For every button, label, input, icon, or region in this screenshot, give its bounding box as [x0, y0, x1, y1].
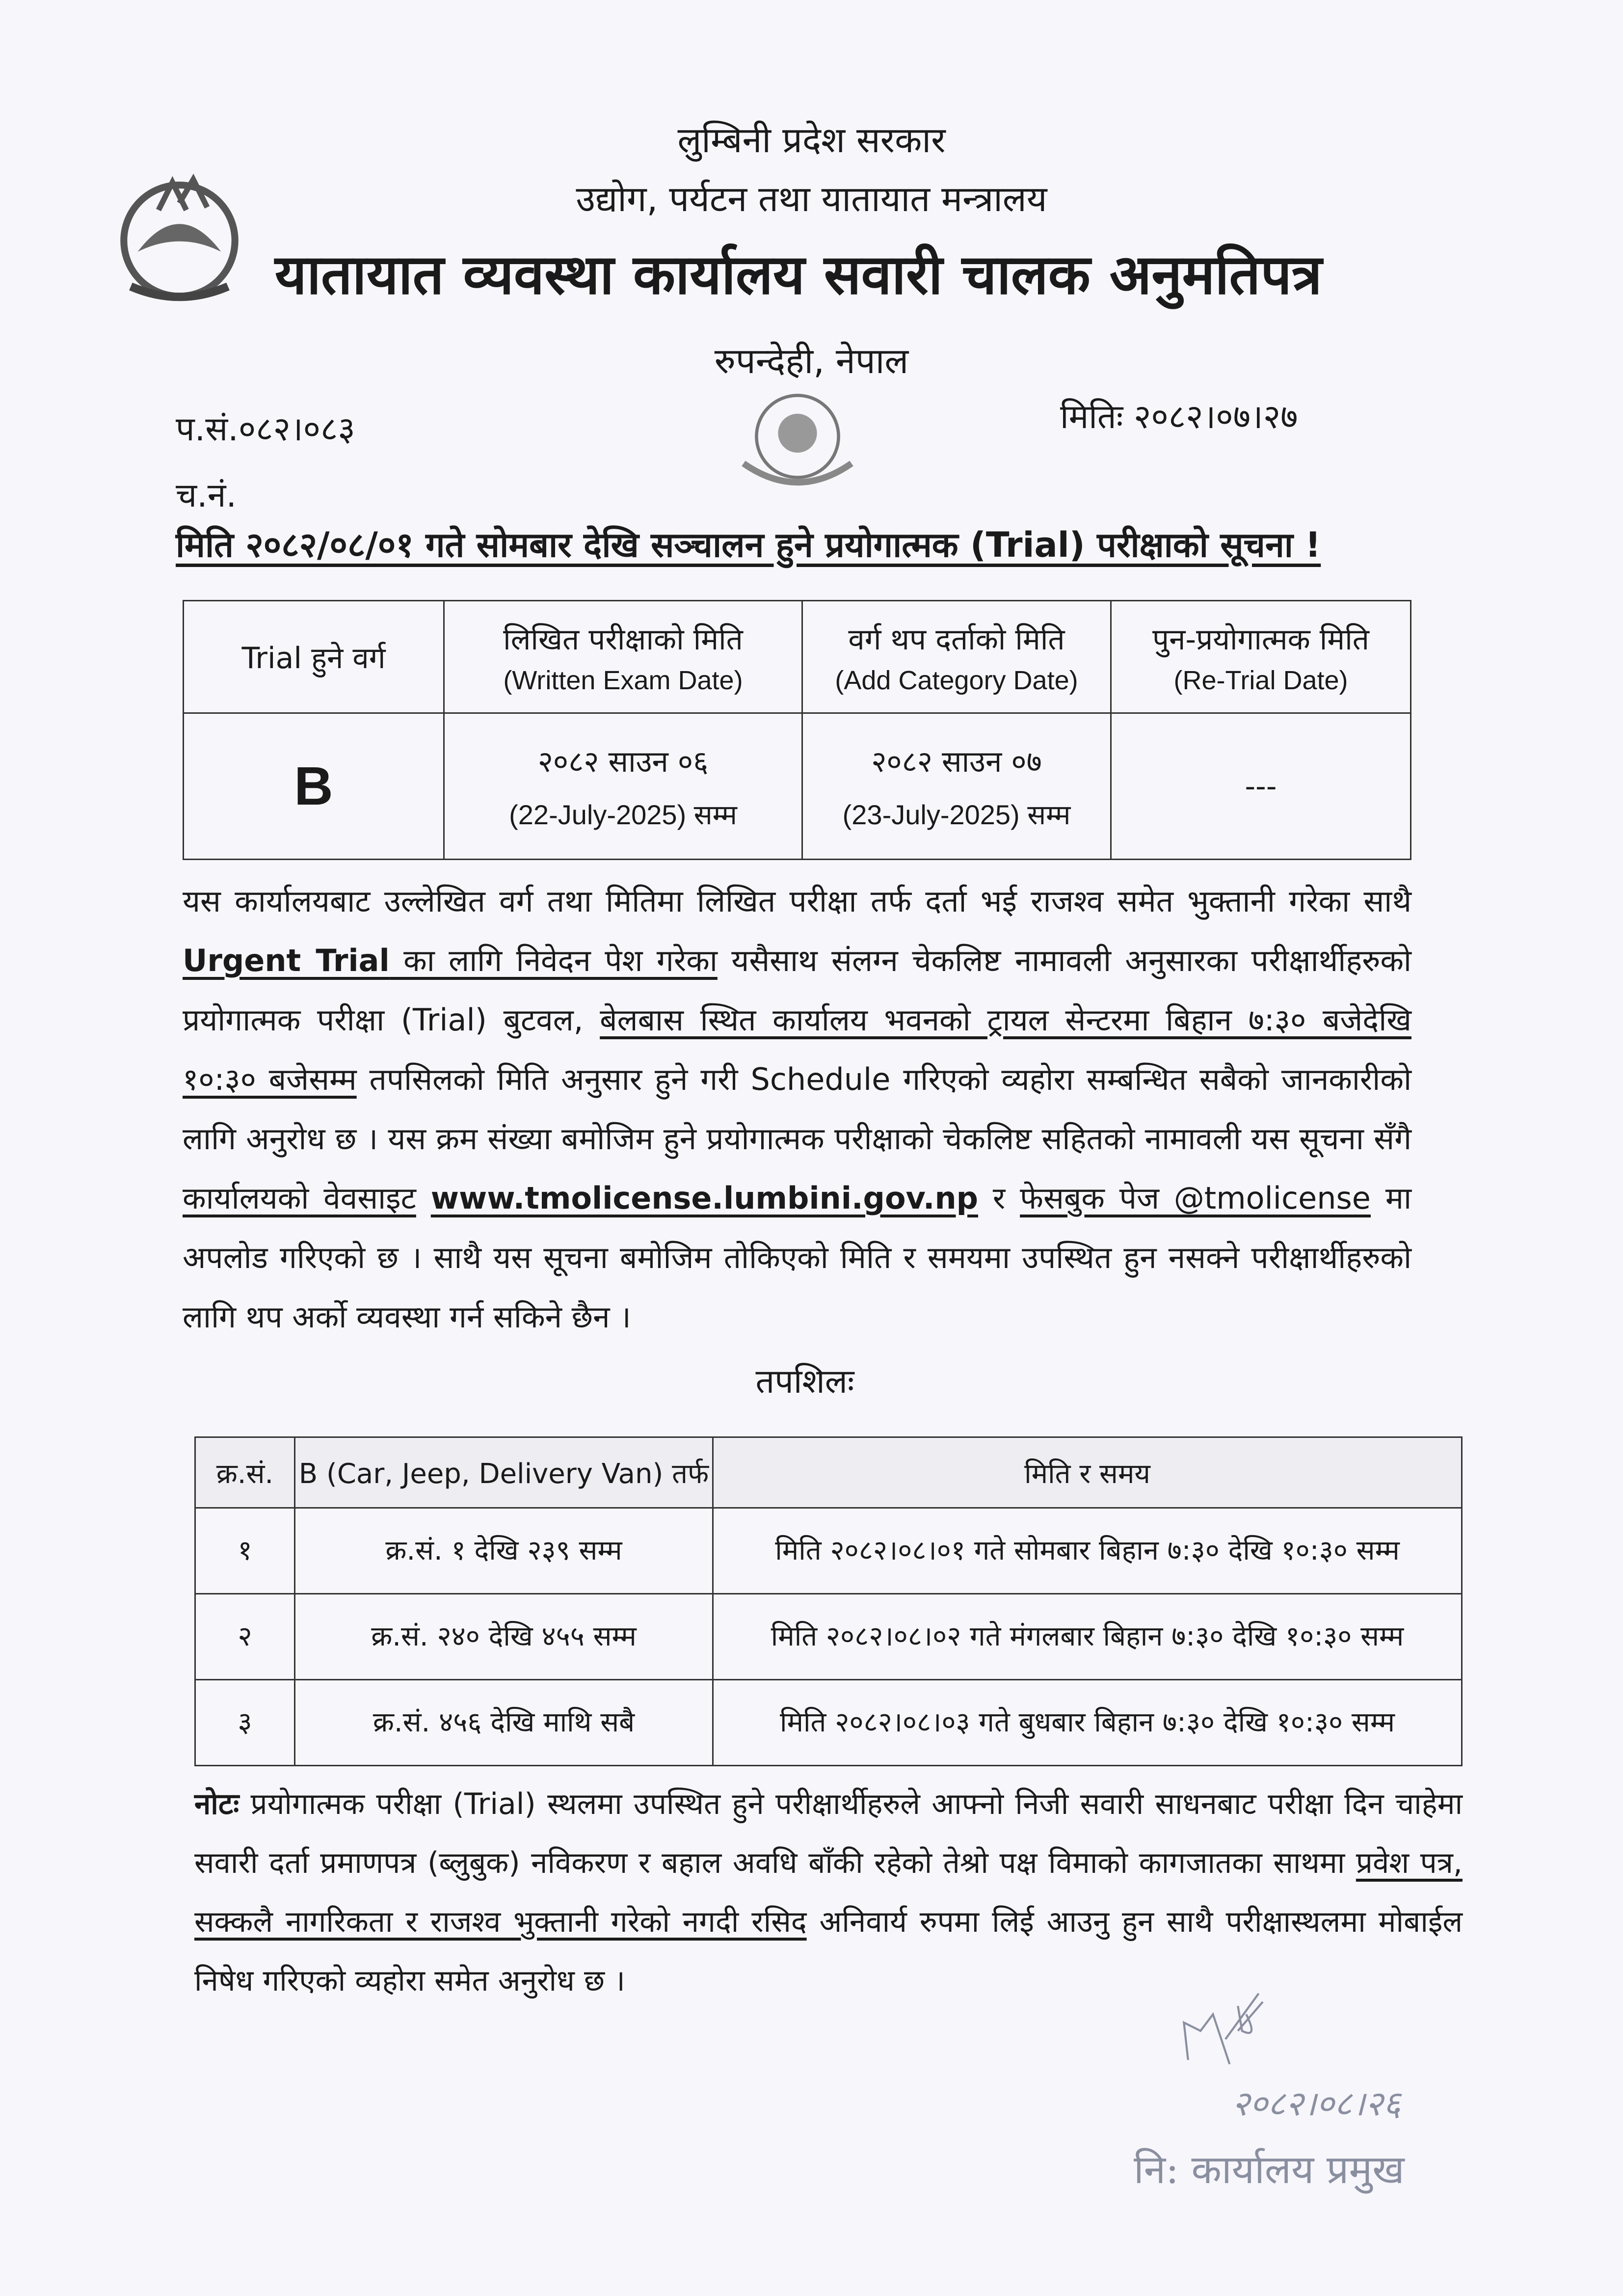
- underlined-text: बेलबास स्थित कार्यालय भवनको ट्रायल सेन्टरमा बिहान ७:३० बजेदेखि १०:३० बजेसम्म: [183, 1002, 1411, 1097]
- serial-cell: ३: [195, 1680, 295, 1766]
- text-segment: र: [978, 1180, 1020, 1216]
- link-text[interactable]: www.tmolicense.lumbini.gov.np: [430, 1180, 978, 1216]
- date-time-cell: मिति २०८२।०८।०२ गते मंगलबार बिहान ७:३० देखि १०:३० सम्म: [713, 1594, 1462, 1680]
- retrial-date-cell: ---: [1111, 713, 1411, 860]
- ministry-name: उद्योग, पर्यटन तथा यातायात मन्त्रालय: [576, 178, 1047, 219]
- signature-date: २०८२।०८।२६: [1232, 2083, 1401, 2124]
- table-header-row: [195, 1437, 1462, 1508]
- table-row: [195, 1680, 1462, 1766]
- serial-cell: १: [195, 1508, 295, 1594]
- header-label: वर्ग थप दर्ताको मिति: [848, 622, 1065, 657]
- text-segment: यस कार्यालयबाट उल्लेखित वर्ग तथा मितिमा लिखित परीक्षा तर्फ दर्ता भई राजश्व समेत भुक्तानी गरेका साथै: [183, 883, 1411, 919]
- text-segment: नोटः: [194, 1787, 239, 1821]
- header-serial: क्र.सं.: [195, 1437, 295, 1508]
- table-row: [184, 713, 1411, 860]
- header-label: Trial हुने वर्ग: [241, 641, 386, 675]
- category-cell: B: [184, 713, 444, 860]
- province-government: लुम्बिनी प्रदेश सरकार: [677, 119, 946, 161]
- header-category: [184, 601, 444, 713]
- date-en: (23-July-2025) सम्म: [842, 799, 1071, 830]
- range-cell: क्र.सं. २४० देखि ४५५ सम्म: [295, 1594, 713, 1680]
- header-sublabel: (Add Category Date): [835, 666, 1078, 695]
- text-segment: अनिवार्य रुपमा लिई आउनु हुन साथै परीक्षास्थलमा मोबाईल निषेध गरिएको व्यहोरा समेत अनुरोध छ ।: [194, 1905, 1463, 1998]
- office-seal-icon: [717, 388, 878, 496]
- text-segment: यसैसाथ संलग्न चेकलिष्ट नामावली अनुसारका परीक्षार्थीहरुको प्रयोगात्मक परीक्षा (Trial) बुटवल,: [183, 943, 1411, 1038]
- notice-body: [183, 871, 1411, 1347]
- header-sublabel: (Re-Trial Date): [1173, 666, 1348, 695]
- header-sublabel: (Written Exam Date): [503, 666, 743, 695]
- reference-number: प.सं.०८२।०८३: [176, 410, 355, 449]
- date-time-cell: मिति २०८२।०८।०३ गते बुधबार बिहान ७:३० देखि १०:३० सम्म: [713, 1680, 1462, 1766]
- text-segment: [416, 1180, 431, 1216]
- handwritten-signature-icon: [1163, 1969, 1325, 2077]
- signature-block: [1104, 1969, 1497, 2224]
- header-label: लिखित परीक्षाको मिति: [503, 622, 743, 657]
- date-time-cell: मिति २०८२।०८।०१ गते सोमबार बिहान ७:३० देखि १०:३० सम्म: [713, 1508, 1462, 1594]
- date-ne: २०८२ साउन ०६: [537, 744, 709, 779]
- header-label: पुन-प्रयोगात्मक मिति: [1152, 622, 1369, 657]
- range-cell: क्र.सं. १ देखि २३९ सम्म: [295, 1508, 713, 1594]
- notice-heading: मिति २०८२/०८/०१ गते सोमबार देखि सञ्चालन हुने प्रयोगात्मक (Trial) परीक्षाको सूचना !: [176, 525, 1321, 565]
- link-text[interactable]: फेसबुक पेज @tmolicense: [1020, 1180, 1371, 1216]
- issue-date: मितिः २०८२।०७।२७: [1060, 398, 1298, 436]
- office-location: रुपन्देही, नेपाल: [714, 340, 909, 381]
- header-date-time: मिति र समय: [713, 1437, 1462, 1508]
- date-en: (22-July-2025) सम्म: [509, 799, 737, 830]
- dispatch-number: च.नं.: [176, 476, 237, 515]
- range-cell: क्र.सं. ४५६ देखि माथि सबै: [295, 1680, 713, 1766]
- underlined-text: प्रवेश पत्र, सक्कलै नागरिकता र राजश्व भुक्तानी गरेको नगदी रसिद: [194, 1846, 1463, 1939]
- header-written-date: [444, 601, 802, 713]
- signatory-title: नि: कार्यालय प्रमुख: [1134, 2147, 1405, 2192]
- header-retrial-date: [1111, 601, 1411, 713]
- underlined-text: कार्यालयको वेवसाइट: [183, 1180, 416, 1216]
- office-name: यातायात व्यवस्था कार्यालय सवारी चालक अनुमतिपत्र: [275, 243, 1322, 307]
- serial-cell: २: [195, 1594, 295, 1680]
- text-segment: प्रयोगात्मक परीक्षा (Trial) स्थलमा उपस्थित हुने परीक्षार्थीहरुले आफ्नो निजी सवारी साधनबाट परीक्षा दिन चाहेमा सवारी दर्ता प्रमाणपत्र (ब्लुबुक) नविकरण र बहाल अवधि बाँकी रहेको तेश्रो पक्ष विमाको कागजातका साथमा: [194, 1787, 1463, 1880]
- written-date-cell: [444, 713, 802, 860]
- text-segment: तपसिलको मिति अनुसार हुने गरी Schedule गरिएको व्यहोरा सम्बन्धित सबैको जानकारीको लागि अनुरोध छ । यस क्रम संख्या बमोजिम हुने प्रयोगात्मक परीक्षाको चेकलिष्ट सहितको नामावली यस सूचना सँगै: [183, 1061, 1412, 1157]
- schedule-title: तपशिलः: [755, 1362, 854, 1401]
- add-date-cell: [802, 713, 1111, 860]
- table-row: [195, 1508, 1462, 1594]
- date-ne: २०८२ साउन ०७: [871, 744, 1042, 779]
- underlined-text: Urgent Trial: [183, 943, 390, 978]
- text-segment: मा अपलोड गरिएको छ । साथै यस सूचना बमोजिम तोकिएको मिति र समयमा उपस्थित हुन नसक्ने परीक्षार्थीहरुको लागि थप अर्को व्यवस्था गर्न सकिने छैन ।: [183, 1180, 1412, 1335]
- underlined-text: का लागि निवेदन पेश गरेका: [389, 943, 718, 978]
- table-header-row: [184, 601, 1411, 713]
- header-range: B (Car, Jeep, Delivery Van) तर्फ: [295, 1437, 713, 1508]
- table-row: [195, 1594, 1462, 1680]
- exam-dates-table: [183, 600, 1411, 860]
- header-add-category-date: [802, 601, 1111, 713]
- schedule-table: [194, 1436, 1463, 1766]
